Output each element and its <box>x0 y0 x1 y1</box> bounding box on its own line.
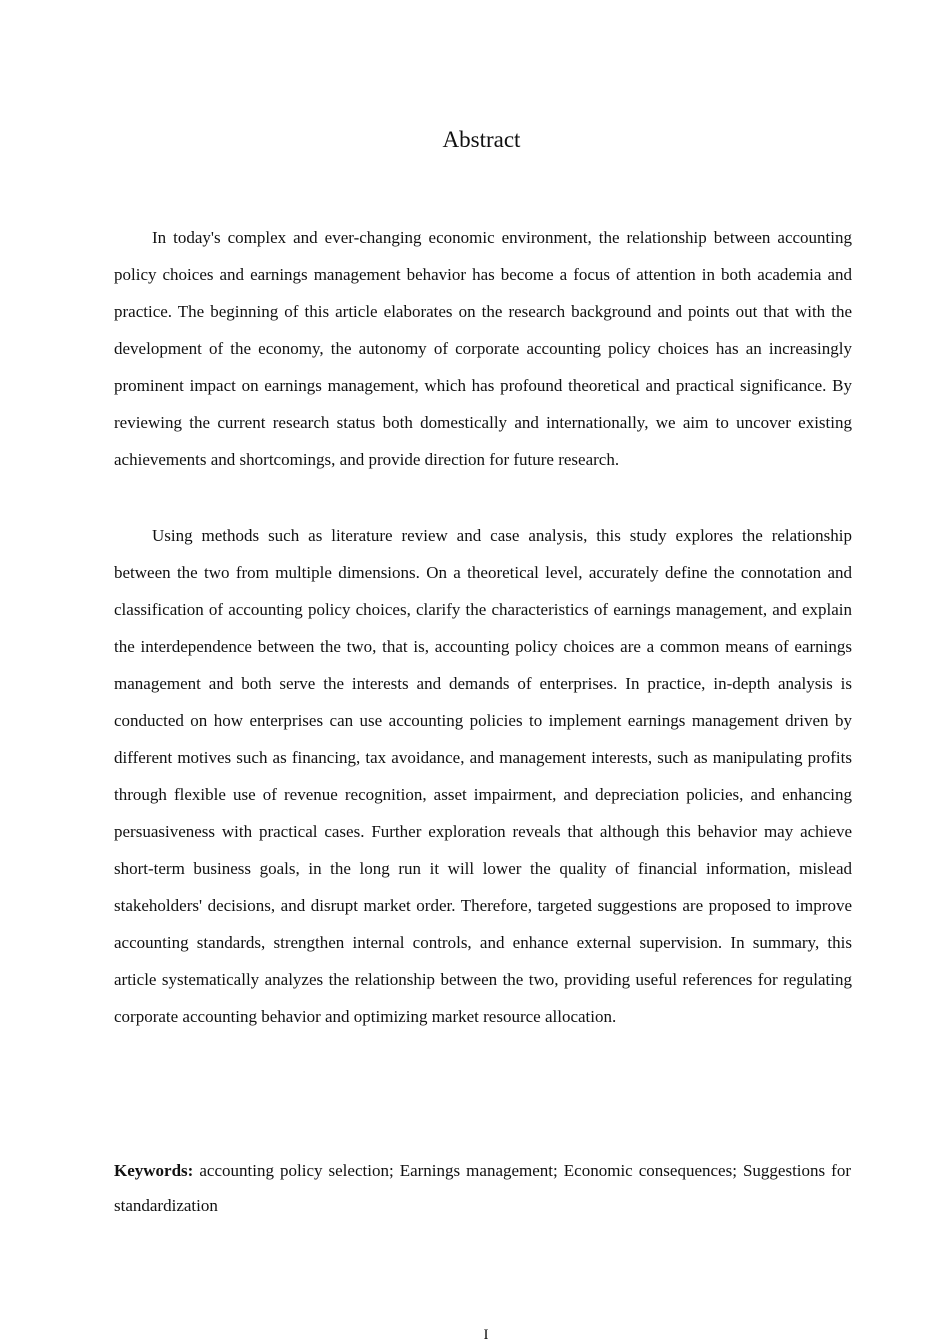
abstract-paragraph-1: In today's complex and ever-changing economic environment, the relationship between accounting policy choices and earnings management behavior has become a focus of attention in both academia and practice. The beginning of this article elaborates on the research background and points out that with the development of the economy, the autonomy of corporate accounting policy choices has an increasingly prominent impact on earnings management, which has profound theoretical and practical significance. By reviewing the current research status both domestically and internationally, we aim to uncover existing achievements and shortcomings, and provide direction for future research. <box>114 228 852 469</box>
abstract-title: Abstract <box>442 127 521 152</box>
keywords-line <box>114 1153 851 1223</box>
page-number: I <box>483 1327 489 1343</box>
abstract-paragraph-2: Using methods such as literature review and case analysis, this study explores the relationship between the two from multiple dimensions. On a theoretical level, accurately define the connotation and classification of accounting policy choices, clarify the characteristics of earnings management, and explain the interdependence between the two, that is, accounting policy choices are a common means of earnings management and both serve the interests and demands of enterprises. In practice, in-depth analysis is conducted on how enterprises can use accounting policies to implement earnings management driven by different motives such as financing, tax avoidance, and management interests, such as manipulating profits through flexible use of revenue recognition, asset impairment, and depreciation policies, and enhancing persuasiveness with practical cases. Further exploration reveals that although this behavior may achieve short-term business goals, in the long run it will lower the quality of financial information, mislead stakeholders' decisions, and disrupt market order. Therefore, targeted suggestions are proposed to improve accounting standards, strengthen internal controls, and enhance external supervision. In summary, this article systematically analyzes the relationship between the two, providing useful references for regulating corporate accounting behavior and optimizing market resource allocation. <box>114 526 852 1026</box>
keywords-text: accounting policy selection; Earnings management; Economic consequences; Suggestions for standardization <box>114 1161 852 1215</box>
keywords-label: Keywords: <box>114 1161 194 1180</box>
